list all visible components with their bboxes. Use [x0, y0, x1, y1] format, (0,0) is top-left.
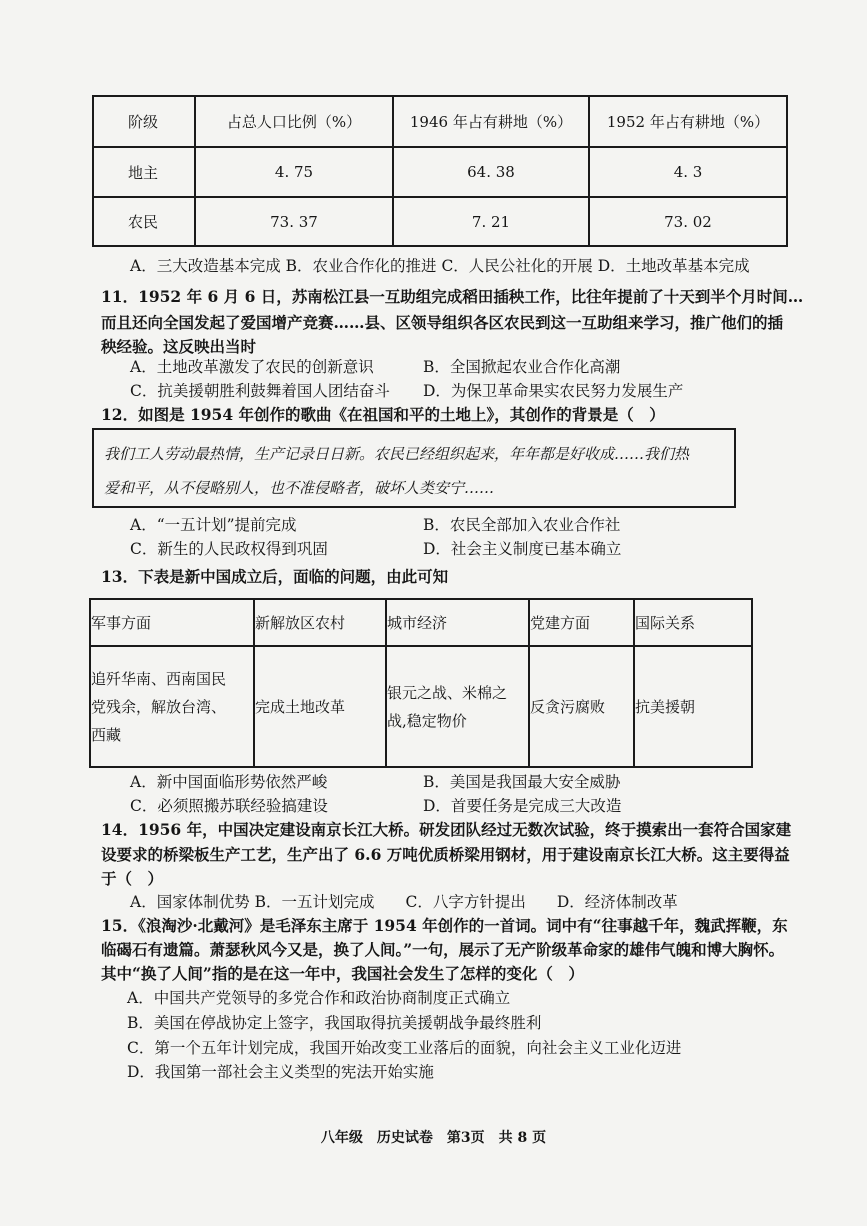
- q14-stem-line: 于（ ）: [101, 869, 164, 888]
- q15-stem-line: 15．《浪淘沙·北戴河》是毛泽东主席于 1954 年创作的一首词。词中有“往事越千年，魏武挥鞭，东: [101, 916, 788, 935]
- table-cell: 地主: [93, 147, 195, 197]
- table-header-cell: 新解放区农村: [254, 599, 386, 646]
- page-footer: 八年级 历史试卷 第3页 共 8 页: [320, 1130, 547, 1146]
- q15-stem-line: 其中“换了人间”指的是在这一年中，我国社会发生了怎样的变化（ ）: [101, 964, 584, 983]
- lyrics-line: 爱和平，从不侵略别人，也不准侵略者，破坏人类安宁……: [104, 479, 495, 497]
- table-row: [93, 197, 787, 246]
- table-cell-rural: 完成土地改革: [254, 646, 386, 767]
- q15-option-a: A．中国共产党领导的多党合作和政治协商制度正式确立: [127, 989, 511, 1007]
- q11-stem-line: 秧经验。这反映出当时: [101, 337, 257, 356]
- q11-stem-line: 而且还向全国发起了爱国增产竞赛……县、区领导组织各区农民到这一互助组来学习，推广他们的插: [101, 313, 784, 332]
- table-cell: 73. 37: [195, 197, 393, 246]
- q15-option-d: D．我国第一部社会主义类型的宪法开始实施: [127, 1063, 434, 1081]
- q11-stem-line: 11．1952 年 6 月 6 日，苏南松江县一互助组完成稻田插秧工作，比往年提前了十天到半个月时间…: [101, 287, 804, 306]
- q12-option-a: A．“一五计划”提前完成: [130, 516, 297, 534]
- table-cell: 4. 3: [589, 147, 787, 197]
- cell-line: 战,稳定物价: [387, 711, 467, 730]
- table-header-row: [93, 96, 787, 147]
- table-header-cell: 党建方面: [529, 599, 634, 646]
- q15-stem-line: 临碣石有遗篇。萧瑟秋风今又是，换了人间。”一句，展示了无产阶级革命家的雄伟气魄和博大胸怀。: [101, 940, 785, 959]
- land-ownership-table: [92, 95, 788, 247]
- table-header-cell: 国际关系: [634, 599, 752, 646]
- table-cell: 7. 21: [393, 197, 589, 246]
- problems-table: [89, 598, 753, 768]
- table-cell: 4. 75: [195, 147, 393, 197]
- cell-line: 党残余，解放台湾、: [91, 697, 227, 716]
- q13-option-b: B．美国是我国最大安全威胁: [423, 773, 621, 791]
- q12-option-b: B．农民全部加入农业合作社: [423, 516, 621, 534]
- q13-option-d: D．首要任务是完成三大改造: [423, 797, 622, 815]
- table-cell-party: 反贪污腐败: [529, 646, 634, 767]
- q11-option-d: D．为保卫革命果实农民努力发展生产: [423, 382, 684, 400]
- cell-line: 西藏: [91, 725, 122, 744]
- table-cell: 农民: [93, 197, 195, 246]
- q15-option-b: B．美国在停战协定上签字，我国取得抗美援朝战争最终胜利: [127, 1014, 542, 1032]
- q13-option-c: C．必须照搬苏联经验搞建设: [130, 797, 328, 815]
- table-header-cell: 军事方面: [90, 599, 254, 646]
- q14-stem-line: 14．1956 年，中国决定建设南京长江大桥。研发团队经过无数次试验，终于摸索出一套符合国家建: [101, 820, 792, 839]
- q12-option-c: C．新生的人民政权得到巩固: [130, 540, 328, 558]
- cell-line: 追歼华南、西南国民: [91, 669, 227, 688]
- lyrics-line: 我们工人劳动最热情，生产记录日日新。农民已经组织起来，年年都是好收成……我们热: [104, 445, 690, 463]
- q13-stem: 13．下表是新中国成立后，面临的问题，由此可知: [101, 567, 449, 586]
- table-cell-military: [90, 646, 254, 767]
- table-header-cell: 1952 年占有耕地（%）: [589, 96, 787, 147]
- table-row: [90, 646, 752, 767]
- table-header-row: [90, 599, 752, 646]
- song-lyrics-box: [92, 428, 736, 508]
- table-header-cell: 阶级: [93, 96, 195, 147]
- q15-option-c: C．第一个五年计划完成，我国开始改变工业落后的面貌，向社会主义工业化迈进: [127, 1039, 682, 1057]
- table-cell-intl: 抗美援朝: [634, 646, 752, 767]
- q12-stem: 12．如图是 1954 年创作的歌曲《在祖国和平的土地上》，其创作的背景是（ ）: [101, 405, 665, 424]
- cell-line: 银元之战、米棉之: [387, 683, 508, 702]
- q14-stem-line: 设要求的桥梁板生产工艺，生产出了 6.6 万吨优质桥梁用钢材，用于建设南京长江大桥。这主要得益: [101, 845, 790, 864]
- table-header-cell: 1946 年占有耕地（%）: [393, 96, 589, 147]
- table-cell-city: [386, 646, 529, 767]
- q11-option-c: C．抗美援朝胜利鼓舞着国人团结奋斗: [130, 382, 390, 400]
- table-row: [93, 147, 787, 197]
- table-cell: 73. 02: [589, 197, 787, 246]
- q14-options: A．国家体制优势 B．一五计划完成 C．八字方针提出 D．经济体制改革: [130, 893, 678, 911]
- table-header-cell: 城市经济: [386, 599, 529, 646]
- table-header-cell: 占总人口比例（%）: [195, 96, 393, 147]
- q12-option-d: D．社会主义制度已基本确立: [423, 540, 622, 558]
- q13-option-a: A．新中国面临形势依然严峻: [130, 773, 328, 791]
- q11-option-b: B．全国掀起农业合作化高潮: [423, 358, 621, 376]
- table-cell: 64. 38: [393, 147, 589, 197]
- q10-options: A．三大改造基本完成 B．农业合作化的推进 C．人民公社化的开展 D．土地改革基本完成: [130, 257, 750, 275]
- q11-option-a: A．土地改革激发了农民的创新意识: [130, 358, 374, 376]
